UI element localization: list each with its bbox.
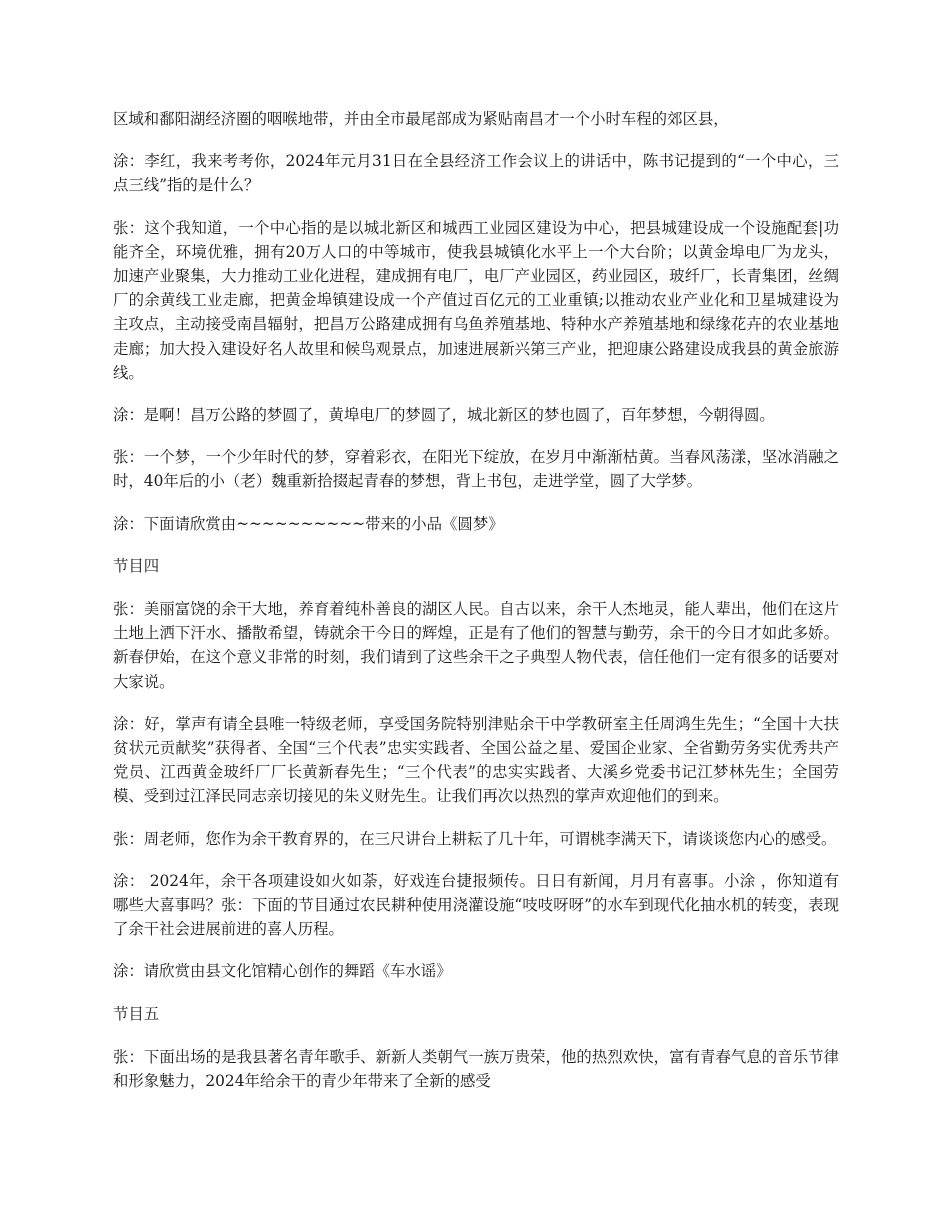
- section-heading: 节目四: [113, 556, 160, 575]
- paragraph: 张：周老师，您作为余干教育界的，在三尺讲台上耕耘了几十年，可谓桃李满天下，请谈谈您内心的感受。: [113, 829, 837, 848]
- document-body: [113, 107, 839, 1111]
- paragraph: 张：美丽富饶的余干大地，养育着纯朴善良的湖区人民。自古以来，余干人杰地灵，能人辈出，他们在这片土地上洒下汗水、播散希望，铸就余干今日的辉煌，正是有了他们的智慧与勤劳，余干的今日才如此多娇。新春伊始，在这个意义非常的时刻，我们请到了这些余干之子典型人物代表，信任他们一定有很多的话要对大家说。: [113, 600, 839, 691]
- paragraph: 涂：下面请欣赏由~~~~~~~~~~带来的小品《圆梦》: [113, 514, 504, 533]
- paragraph: 张：一个梦，一个少年时代的梦，穿着彩衣，在阳光下绽放，在岁月中渐渐枯黄。当春风荡漾，坚冰消融之时，40年后的小（老）魏重新拾掇起青春的梦想，背上书包，走进学堂，圆了大学梦。: [113, 448, 839, 491]
- paragraph: 涂： 2024年，余干各项建设如火如荼，好戏连台捷报频传。日日有新闻，月月有喜事。小涂 ，你知道有哪些大喜事吗？张：下面的节目通过农民耕种使用浇灌设施“吱吱呀呀”的水车到现代化抽水机的转变，表现了余干社会进展前进的喜人历程。: [113, 871, 839, 939]
- paragraph: 张：这个我知道，一个中心指的是以城北新区和城西工业园区建设为中心，把县城建设成一个设施配套|功能齐全，环境优雅，拥有20万人口的中等城市，使我县城镇化水平上一个大台阶；以黄金埠电厂为龙头，加速产业聚集，大力推动工业化进程，建成拥有电厂，电厂产业园区，药业园区，玻纤厂，长青集团，丝绸厂的余黄线工业走廊，把黄金埠镇建设成一个产值过百亿元的工业重镇;以推动农业产业化和卫星城建设为主攻点，主动接受南昌辐射，把昌万公路建成拥有乌鱼养殖基地、特种水产养殖基地和绿缘花卉的农业基地走廊；加大投入建设好名人故里和候鸟观景点，加速进展新兴第三产业，把迎康公路建设成我县的黄金旅游线。: [113, 218, 839, 382]
- section-heading: 节目五: [113, 1004, 160, 1023]
- paragraph: 涂：请欣赏由县文化馆精心创作的舞蹈《车水谣》: [113, 962, 452, 981]
- paragraph: 涂：是啊！昌万公路的梦圆了，黄埠电厂的梦圆了，城北新区的梦也圆了，百年梦想，今朝得圆。: [113, 406, 775, 425]
- paragraph: 涂：李红，我来考考你，2024年元月31日在全县经济工作会议上的讲话中，陈书记提到的“一个中心，三点三线”指的是什么？: [113, 152, 839, 195]
- paragraph: 涂：好，掌声有请全县唯一特级老师，享受国务院特别津贴余干中学教研室主任周鸿生先生；“全国十大扶贫状元贡献奖”获得者、全国“三个代表”忠实实践者、全国公益之星、爱国企业家、全省勤劳务实优秀共产党员、江西黄金玻纤厂厂长黄新春先生；“三个代表”的忠实实践者、大溪乡党委书记江梦林先生；全国劳模、受到过江泽民同志亲切接见的朱义财先生。让我们再次以热烈的掌声欢迎他们的到来。: [113, 714, 839, 806]
- paragraph: 区域和鄱阳湖经济圈的咽喉地带，并由全市最尾部成为紧贴南昌才一个小时车程的郊区县，: [113, 110, 729, 128]
- paragraph: 张：下面出场的是我县著名青年歌手、新新人类朝气一族万贵荣，他的热烈欢快，富有青春气息的音乐节律和形象魅力，2024年给余干的青少年带来了全新的感受: [113, 1047, 839, 1091]
